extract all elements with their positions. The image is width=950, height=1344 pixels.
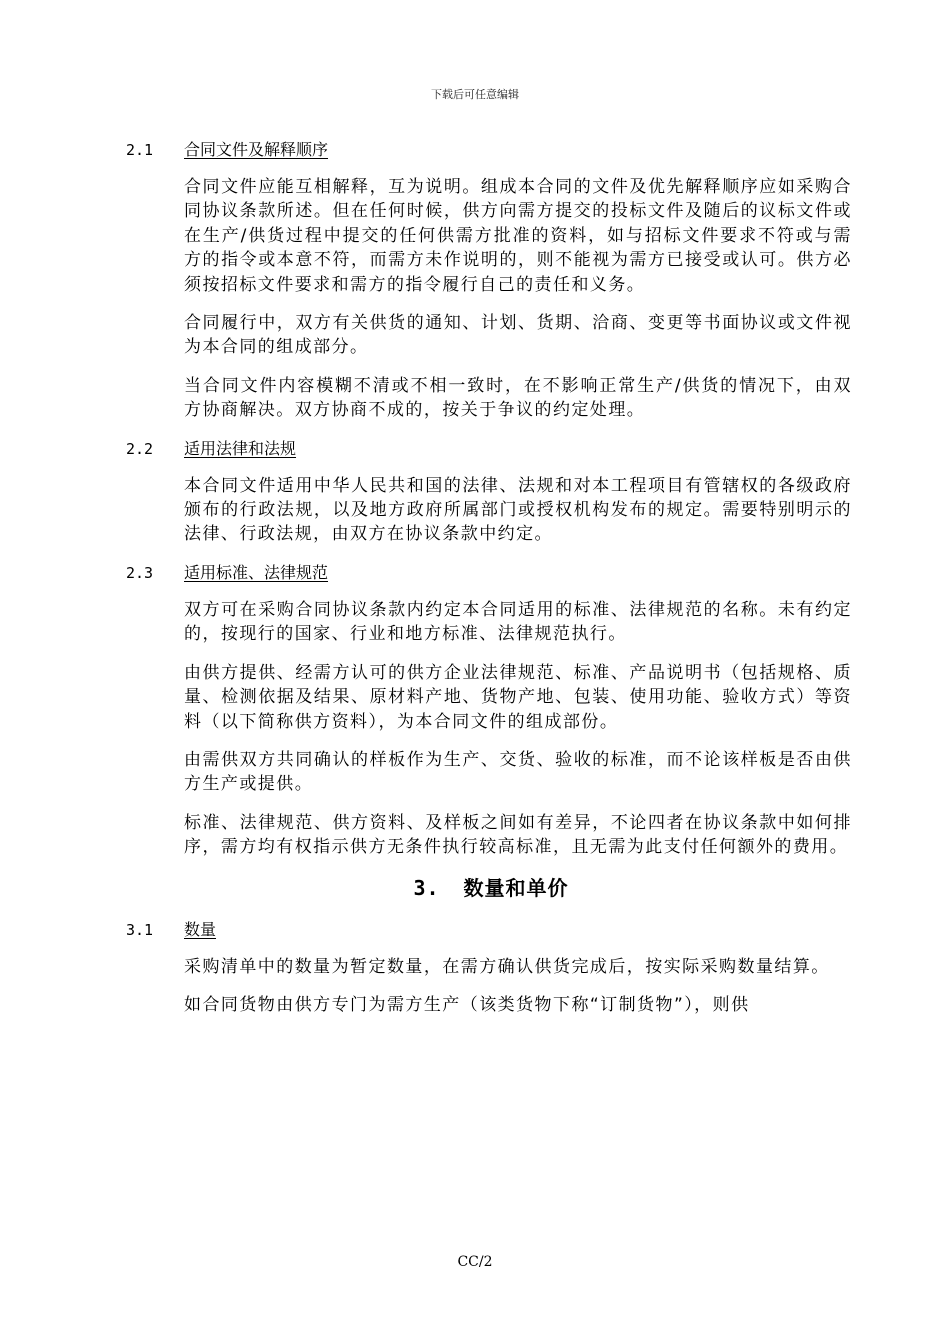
section-title: 数量: [184, 919, 217, 939]
section-number: 3.1: [126, 920, 154, 939]
page-number: CC/2: [457, 1254, 493, 1270]
chapter-heading-3: [126, 874, 856, 902]
paragraph: 当合同文件内容模糊不清或不相一致时，在不影响正常生产/供货的情况下，由双方协商解决。双方协商不成的，按关于争议的约定处理。: [184, 375, 852, 421]
section-heading-3-1: [126, 918, 856, 942]
page-header: 下载后可任意编辑: [431, 88, 519, 101]
section-number: 2.1: [126, 141, 154, 159]
section-number: 2.3: [126, 563, 154, 582]
section-title: 合同文件及解释顺序: [184, 140, 329, 159]
paragraph: 本合同文件适用中华人民共和国的法律、法规和对本工程项目有管辖权的各级政府颁布的行政法规，以及地方政府所属部门或授权机构发布的规定。需要特别明示的法律、行政法规，由双方在协议条款中约定。: [184, 475, 852, 545]
paragraph: 标准、法律规范、供方资料、及样板之间如有差异，不论四者在协议条款中如何排序，需方均有权指示供方无条件执行较高标准，且无需为此支付任何额外的费用。: [184, 812, 852, 858]
section-heading-2-2: [126, 437, 856, 461]
section-number: 2.2: [126, 439, 154, 458]
section-heading-2-1: [126, 138, 856, 162]
paragraph: 由供方提供、经需方认可的供方企业法律规范、标准、产品说明书（包括规格、质量、检测依据及结果、原材料产地、货物产地、包装、使用功能、验收方式）等资料（以下简称供方资料），为本合同文件的组成部份。: [184, 662, 852, 732]
paragraph: 合同文件应能互相解释，互为说明。组成本合同的文件及优先解释顺序应如采购合同协议条款所述。但在任何时候，供方向需方提交的投标文件及随后的议标文件或在生产/供货过程中提交的任何供需方批准的资料，如与招标文件要求不符或与需方的指令或本意不符，而需方未作说明的，则不能视为需方已接受或认可。供方必须按招标文件要求和需方的指令履行自己的责任和义务。: [184, 177, 852, 295]
chapter-number: 3.: [413, 875, 440, 900]
section-title: 适用法律和法规: [184, 438, 297, 458]
paragraph: 采购清单中的数量为暂定数量，在需方确认供货完成后，按实际采购数量结算。: [184, 956, 830, 977]
paragraph: 双方可在采购合同协议条款内约定本合同适用的标准、法律规范的名称。未有约定的，按现行的国家、行业和地方标准、法律规范执行。: [184, 599, 852, 645]
paragraph: 由需供双方共同确认的样板作为生产、交货、验收的标准，而不论该样板是否由供方生产或提供。: [184, 749, 852, 795]
section-heading-2-3: [126, 561, 856, 585]
paragraph: 如合同货物由供方专门为需方生产（该类货物下称“订制货物”），则供: [184, 994, 750, 1015]
paragraph: 合同履行中，双方有关供货的通知、计划、货期、洽商、变更等书面协议或文件视为本合同的组成部分。: [184, 313, 852, 358]
document-body: [126, 138, 856, 1031]
section-title: 适用标准、法律规范: [184, 562, 329, 582]
chapter-title: 数量和单价: [463, 875, 569, 900]
